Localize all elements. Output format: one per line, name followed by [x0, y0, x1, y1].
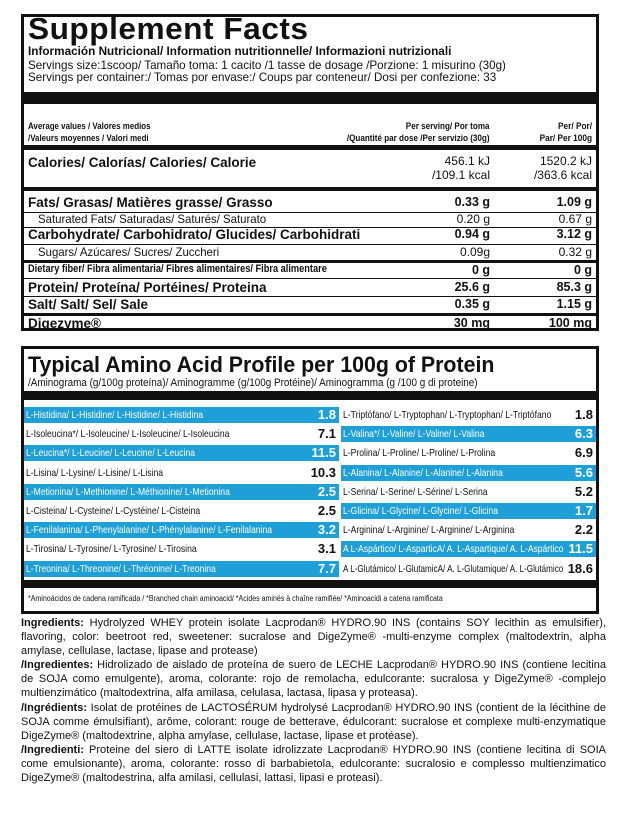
header-left-line2: /Valeurs moyennes / Valori medi	[28, 133, 149, 143]
amino-acid-name: L-Alanina/ L-Alanine/ L-Alanine/ L-Alanina	[343, 466, 503, 479]
nutrient-serving-value: 30 mg	[453, 316, 490, 330]
nutrient-serving-value: 0.09g	[459, 245, 490, 259]
amino-acid-row	[341, 541, 596, 557]
amino-acid-name: L-Treonina/ L-Threonine/ L-Thréonine/ L-Treonina	[26, 562, 216, 575]
amino-acid-name: L-Prolina/ L-Proline/ L-Proline/ L-Prolina	[343, 447, 496, 460]
nutrient-per100-value: 0 g	[573, 263, 592, 277]
nutrient-label: Saturated Fats/ Saturadas/ Saturés/ Saturato	[38, 212, 267, 226]
amino-acid-value: 7.7	[317, 560, 336, 576]
nutrient-label: Fats/ Grasas/ Matières grasse/ Grasso	[28, 195, 273, 210]
amino-acid-value: 6.3	[574, 426, 593, 442]
nutrient-per100-value: 0.32 g	[558, 245, 592, 259]
amino-acid-name: L-Triptófano/ L-Tryptophan/ L-Tryptophan/ L-Triptófano	[343, 409, 552, 421]
average-values-header	[28, 120, 151, 144]
calories-per-serving	[432, 154, 490, 182]
calories-divider	[24, 187, 596, 191]
nutrient-row	[24, 212, 596, 227]
calories-row	[24, 154, 596, 186]
nutrient-serving-value: 25.6 g	[454, 280, 490, 294]
amino-acid-value: 11.5	[568, 541, 593, 557]
ingredients-es	[21, 658, 606, 700]
nutrient-per100-value: 1.09 g	[556, 195, 592, 209]
nutrient-serving-value: 0.20 g	[456, 212, 490, 226]
amino-acid-row	[341, 426, 596, 442]
calories-label: Calories/ Calorías/ Calories/ Calorie	[28, 155, 257, 170]
header-right-line2: Par/ Per 100g	[539, 133, 592, 143]
nutrient-label: Sugars/ Azúcares/ Sucres/ Zuccheri	[38, 245, 220, 259]
servings-per-container: Servings per container:/ Tomas por envase:/ Coups par conteneur/ Dosi per confezione: 33	[28, 70, 497, 84]
amino-acid-value: 5.6	[574, 464, 593, 480]
amino-acid-value: 3.2	[317, 522, 336, 538]
amino-acid-name: L-Serina/ L-Serine/ L-Sérine/ L-Serina	[343, 485, 488, 498]
amino-acid-name: L-Lisina/ L-Lysine/ L-Lisine/ L-Lisina	[26, 466, 164, 479]
amino-acid-subtitle: /Aminograma (g/100g proteína)/ Aminogramme (g/100g Protéine)/ Aminogramma (g /100 g di proteine)	[28, 377, 478, 389]
nutrient-label: Digezyme®	[28, 316, 101, 331]
amino-acid-row	[24, 445, 339, 461]
supplement-facts-panel	[21, 11, 599, 331]
amino-acid-row	[24, 522, 339, 538]
nutrient-row	[24, 245, 596, 260]
nutrient-per100-value: 1.15 g	[556, 297, 592, 311]
ingredients-it-text: Proteine del siero di LATTE isolate idrolizzate Lacprodan® HYDRO.90 INS (contiene lecitina di SOIA come emulsionante), aroma, colorante: rosso di barbabietola, edulcorante: sucralosio e complesso multienzimatico DigeZyme® (maltodestrina, alfa amilasi, cellulasi, lattasi, lipasi e proteasi).	[21, 743, 606, 785]
nutrient-label: Dietary fiber/ Fibra alimentaria/ Fibres alimentaires/ Fibra alimentare	[28, 263, 327, 275]
calories-serving-kcal: /109.1 kcal	[431, 168, 490, 182]
thick-divider	[24, 580, 596, 588]
amino-acid-value: 18.6	[567, 560, 593, 576]
ingredients-fr-label: /Ingrédients:	[21, 701, 88, 714]
amino-acid-row	[341, 407, 596, 423]
amino-acid-row	[341, 465, 596, 481]
header-mid-line1: Per serving/ Por toma	[406, 121, 490, 131]
nutrient-row	[24, 280, 596, 296]
ingredients-it	[21, 743, 606, 785]
amino-acid-row	[341, 522, 596, 538]
ingredients-it-label: /Ingredienti:	[21, 743, 84, 756]
amino-acid-row	[24, 541, 339, 557]
supplement-facts-title: Supplement Facts	[28, 11, 309, 46]
nutrient-per100-value: 3.12 g	[556, 227, 592, 241]
amino-acid-row	[24, 407, 339, 423]
amino-acid-value: 5.2	[574, 483, 593, 499]
amino-acid-value: 2.5	[317, 503, 336, 518]
per-serving-header	[347, 120, 490, 144]
row-divider	[24, 278, 596, 279]
amino-acid-value: 3.1	[317, 541, 336, 557]
amino-acid-value: 7.1	[317, 426, 336, 442]
nutrient-row	[24, 316, 596, 332]
amino-acid-row	[24, 484, 339, 500]
nutrient-row	[24, 227, 596, 244]
ingredients-fr-text: Isolat de protéines de LACTOSÉRUM hydrolysé Lacprodan® HYDRO.90 INS (contient de la lécithine de SOJA comme émulsifiant), arôme, colorant: rouge de betterave, édulcorant: sucralose et complexe multi-enzymatique DigeZyme® (maltodextrine, alpha amylase, cellulase, lactase, lipase et protéase).	[21, 701, 606, 742]
amino-acid-name: L-Glicina/ L-Glycine/ L-Glycine/ L-Glicina	[343, 505, 499, 517]
amino-acid-value: 2.2	[574, 522, 593, 538]
amino-acid-value: 1.7	[574, 503, 593, 518]
per-100g-header	[540, 120, 592, 144]
amino-acid-name: L-Cisteina/ L-Cysteine/ L-Cystéine/ L-Cisteina	[26, 505, 201, 517]
thick-divider	[24, 92, 596, 104]
amino-acid-row	[24, 426, 339, 442]
nutrient-serving-value: 0.94 g	[454, 227, 490, 241]
thick-divider	[24, 391, 596, 400]
ingredients-block	[21, 616, 606, 785]
serving-size: Servings size:1scoop/ Tamaño toma: 1 cacito /1 tasse de dosage /Porzione: 1 misurino (30g)	[28, 58, 506, 72]
amino-acid-row	[341, 561, 596, 577]
amino-acid-row	[341, 445, 596, 461]
nutrient-per100-value: 85.3 g	[556, 280, 592, 294]
amino-acid-name: L-Valina*/ L-Valine/ L-Valine/ L-Valina	[343, 428, 485, 441]
calories-serving-kj: 456.1 kJ	[444, 154, 490, 168]
nutrient-serving-value: 0.35 g	[454, 297, 490, 311]
amino-acid-name: L-Histidina/ L-Histidine/ L-Histidine/ L-Histidina	[26, 409, 204, 421]
nutrient-label: Carbohydrate/ Carbohidrato/ Glucides/ Carbohidrati	[28, 227, 361, 242]
calories-per-100g	[534, 154, 592, 182]
nutrition-info-subtitle: Información Nutricional/ Information nutritionnelle/ Informazioni nutrizionali	[28, 44, 452, 58]
amino-acid-name: L-Tirosina/ L-Tyrosine/ L-Tyrosine/ L-Tirosina	[26, 543, 197, 556]
nutrient-per100-value: 100 mg	[548, 316, 592, 330]
header-right-line1: Per/ Por/	[557, 121, 592, 131]
nutrient-row	[24, 195, 596, 212]
amino-acid-name: A L-Glutámico/ L-GlutamicA/ A. L-Glutamique/ A. L-Glutámico	[343, 562, 564, 575]
amino-acid-row	[24, 465, 339, 481]
amino-acid-value: 11.5	[311, 445, 336, 461]
nutrient-serving-value: 0.33 g	[454, 195, 490, 209]
amino-acid-row	[341, 503, 596, 519]
calories-per100-kcal: /363.6 kcal	[533, 168, 592, 182]
ingredients-en-text: Hydrolyzed WHEY protein isolate Lacprodan® HYDRO.90 INS (contains SOY lecithin as emulsifier), flavoring, color: beetroot red, sweetener: sucralose and DigeZyme® -multi-enzyme complex (maltodextrin, alpha amylase, cellulase, lactase, lipase and protease)	[21, 617, 606, 658]
header-divider	[24, 145, 596, 150]
amino-acid-name: L-Metionina/ L-Methionine/ L-Méthionine/ L-Metionina	[26, 485, 230, 498]
header-mid-line2: /Quantité par dose /Per servizio (30g)	[347, 133, 490, 143]
amino-acid-row	[24, 561, 339, 577]
amino-acid-value: 1.8	[574, 407, 593, 422]
amino-acid-value: 6.9	[574, 445, 593, 461]
nutrient-serving-value: 0 g	[471, 263, 490, 277]
amino-acid-value: 10.3	[310, 464, 336, 480]
ingredients-es-label: /Ingredientes:	[21, 659, 94, 672]
ingredients-fr	[21, 701, 606, 743]
amino-acid-name: L-Leucina*/ L-Leucine/ L-Leucine/ L-Leucina	[26, 447, 195, 460]
amino-acid-row	[341, 484, 596, 500]
amino-acid-value: 1.8	[317, 407, 336, 422]
header-left-line1: Average values / Valores medios	[28, 121, 151, 131]
amino-acid-panel	[21, 346, 599, 614]
amino-acid-row	[24, 503, 339, 519]
amino-acid-name: L-Isoleucina*/ L-Isoleucine/ L-Isoleucine/ L-Isoleucina	[26, 428, 230, 441]
nutrient-label: Protein/ Proteína/ Portéines/ Proteina	[28, 280, 267, 295]
amino-acid-title: Typical Amino Acid Profile per 100g of Protein	[28, 352, 495, 377]
nutrient-per100-value: 0.67 g	[558, 212, 592, 226]
amino-acid-name: A L-Aspártico/ L-AsparticA/ A. L-Aspartique/ A. L-Aspártico	[343, 543, 564, 556]
bcaa-footnote: *Aminoácidos de cadena ramificada / *Branched chain aminoacid/ *Acides aminés à chaîne ramifiée/ *Aminoacidi a catena ramificata	[28, 594, 443, 603]
amino-acid-name: L-Arginina/ L-Arginine/ L-Arginine/ L-Arginina	[343, 524, 515, 537]
ingredients-es-text: Hidrolizado de aislado de proteína de suero de LECHE Lacprodan® HYDRO.90 INS (contiene lecitina de SOJA como emulgente), aroma, colorante: rojo de remolacha, edulcorante: sucralosa y DigeZyme® -complejo multienzimático (maltodextrina, alfa amilasa, celulasa, lactasa, lipasa y proteasa).	[21, 659, 606, 700]
nutrient-row	[24, 263, 596, 278]
amino-acid-value: 2.5	[317, 483, 336, 499]
nutrient-label: Salt/ Salt/ Sel/ Sale	[28, 297, 149, 312]
ingredients-en-label: Ingredients:	[21, 617, 84, 629]
amino-acid-name: L-Fenilalanina/ L-Phenylalanine/ L-Phénylalanine/ L-Fenilalanina	[26, 524, 273, 537]
calories-per100-kj: 1520.2 kJ	[539, 154, 592, 168]
nutrient-row	[24, 297, 596, 313]
ingredients-en	[21, 616, 606, 658]
